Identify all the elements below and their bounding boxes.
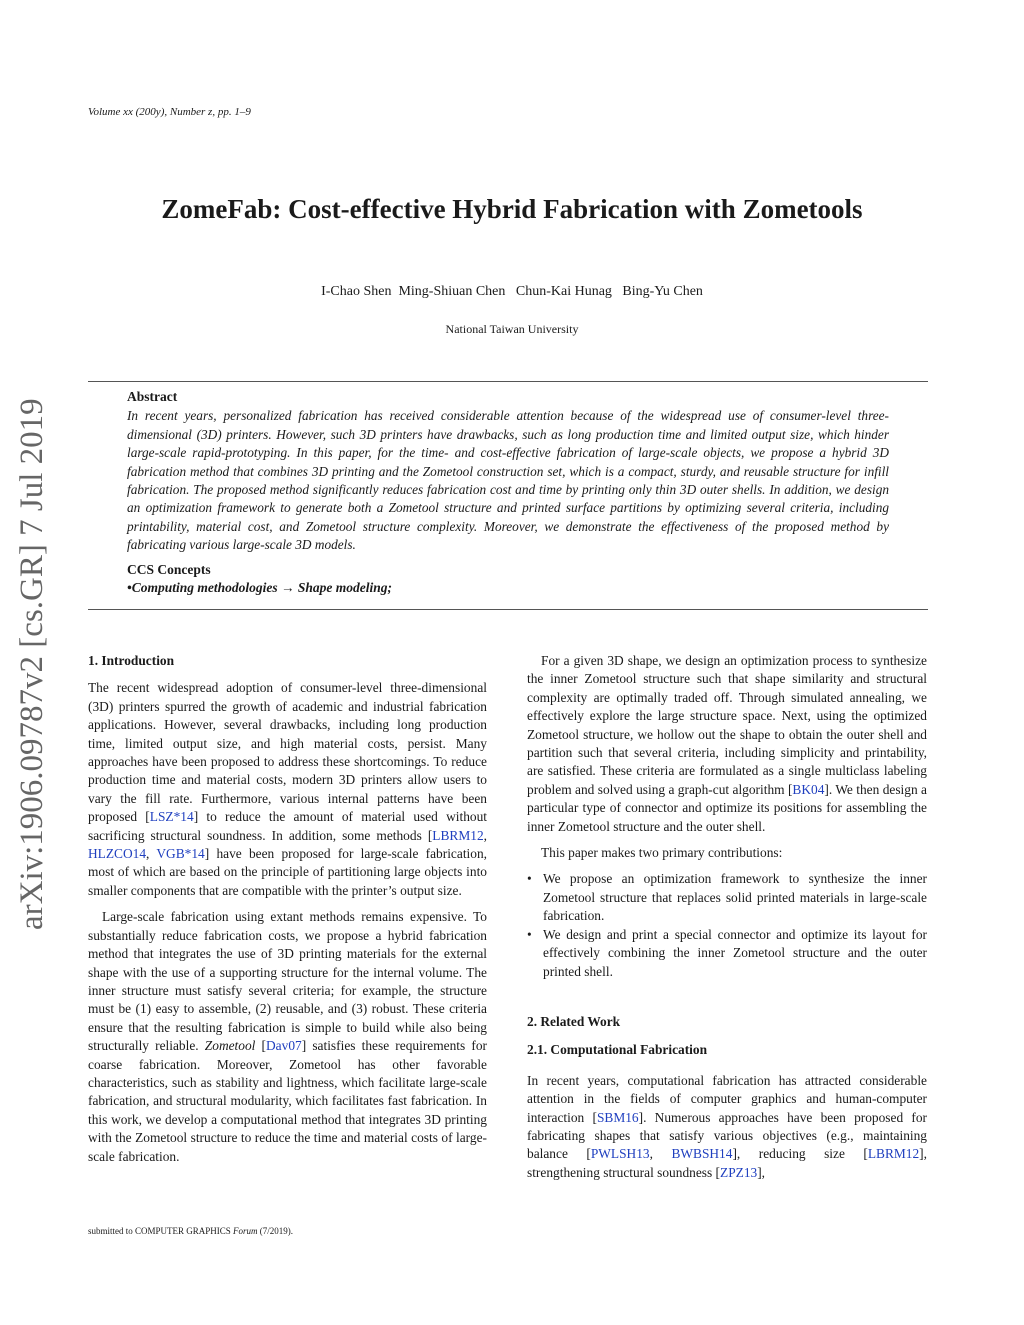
citation-link[interactable]: LSZ*14 <box>149 809 194 825</box>
ccs-heading: CCS Concepts <box>127 561 211 577</box>
ccs-concepts: •Computing methodologies → Shape modeling; <box>127 580 393 596</box>
abstract-bottom-rule <box>88 609 928 610</box>
citation-link[interactable]: Dav07 <box>266 1038 302 1054</box>
section-2-title: 2. Related Work <box>527 1013 621 1029</box>
citation-link[interactable]: LBRM12 <box>432 827 484 843</box>
abstract-text: In recent years, personalized fabrication has received considerable attention because of the widespread use of consumer-level three-dimensional (3D) printers. However, such 3D printers have drawbacks, such as long production time and limited output size, which hinder large-scale rapid-prototyping. In this paper, for the time- and cost-effective fabrication of large-scale objects, we propose a hybrid 3D fabrication method that combines 3D printing and the Zometool construction set, which is a compact, sturdy, and reusable structure for infill fabrication. The proposed method significantly reduces fabrication cost and time by printing only thin 3D outer shells. In addition, we design an optimization framework to generate both a Zometool structure and printed surface partitions by optimizing several criteria, including printability, material cost, and Zometool structure complexity. Moreover, we demonstrate the effectiveness of the proposed method by fabricating various large-scale 3D models. <box>127 408 889 553</box>
related-work-paragraph: In recent years, computational fabrication has attracted considerable attention in the fields of computer graphics and human-computer interaction [SBM16]. Numerous approaches have been proposed for fabricating shapes that satisfy various objectives (e.g., maintaining balance [PWLSH13, BWBSH14], reducing size [LBRM12], strengthening structural soundness [ZPZ13], <box>527 1072 927 1180</box>
list-item: • We propose an optimization framework to synthesize the inner Zometool structure that replaces solid printed materials in large-scale fabrication. <box>543 870 927 925</box>
paper-authors: I-Chao Shen Ming-Shiuan Chen Chun-Kai Hunag Bing-Yu Chen <box>321 284 703 299</box>
citation-link[interactable]: HLZCO14 <box>88 846 147 862</box>
list-item: • We design and print a special connector and optimize its layout for effectively combining the inner Zometool structure and the outer printed shell. <box>543 926 927 981</box>
arxiv-sidebar-stamp: arXiv:1906.09787v2 [cs.GR] 7 Jul 2019 <box>14 398 50 930</box>
contributions-intro: This paper makes two primary contributions: <box>541 845 783 861</box>
abstract-heading: Abstract <box>127 389 178 404</box>
section-1-title: 1. Introduction <box>88 653 175 668</box>
left-column <box>88 652 487 1174</box>
citation-link[interactable]: ZPZ13 <box>720 1164 758 1180</box>
right-column <box>527 652 927 1190</box>
journal-header: Volume xx (200y), Number z, pp. 1–9 <box>88 106 251 118</box>
abstract-top-rule <box>88 381 928 382</box>
citation-link[interactable]: LBRM12 <box>867 1146 920 1162</box>
citation-link[interactable]: SBM16 <box>596 1109 639 1125</box>
paper-title: ZomeFab: Cost-effective Hybrid Fabrication with Zometools <box>161 194 863 224</box>
paper-affiliation: National Taiwan University <box>445 322 579 336</box>
subsection-2-1-title: 2.1. Computational Fabrication <box>527 1042 708 1058</box>
intro-paragraph-3: For a given 3D shape, we design an optimization process to synthesize the inner Zometool structure such that shape similarity and structural complexity are optimally traded off. Through simulated annealing, we effectively explore the large structure space. Next, using the optimized Zometool structure, we hollow out the shape to obtain the outer shell and partition such that several criteria, including simplicity and printability, are satisfied. These criteria are formulated as a single multiclass labeling problem and solved using a graph-cut algorithm [BK04]. We then design a particular type of connector and optimize its positions for assembling the inner Zometool structure and the outer shell. <box>527 653 927 834</box>
page-footer: submitted to COMPUTER GRAPHICS Forum (7/2019). <box>88 1226 294 1236</box>
abstract-block <box>127 388 889 597</box>
citation-link[interactable]: BWBSH14 <box>671 1146 733 1162</box>
citation-link[interactable]: PWLSH13 <box>590 1146 650 1162</box>
contributions-list <box>527 870 927 980</box>
intro-paragraph-1: The recent widespread adoption of consumer-level three-dimensional (3D) printers spurred the growth of academic and industrial fabrication applications. However, several drawbacks, including long production time, limited output size, and high material costs, persist. Many approaches have been proposed to address these shortcomings. To reduce production time and material costs, modern 3D printers allow users to vary the fill rate. Furthermore, various internal patterns have been proposed [LSZ*14] to reduce the amount of material used without sacrificing structural soundness. In addition, some methods [LBRM12, HLZCO14, VGB*14] have been proposed for large-scale fabrication, most of which are based on the principle of partitioning large objects into smaller components that are compatible with the printer’s output size. <box>88 680 488 898</box>
intro-paragraph-2: Large-scale fabrication using extant methods remains expensive. To substantially reduce fabrication costs, we propose a hybrid fabrication method that integrates the use of 3D printing materials for the external shape with the use of a supporting structure for the internal volume. The inner structure must satisfy several criteria; for example, the structure must be (1) easy to assemble, (2) reusable, and (3) robust. These criteria ensure that the resulting fabrication is simple to build while also being structurally reliable. Zometool [Dav07] satisfies these requirements for coarse fabrication. Moreover, Zometool has other favorable characteristics, such as stability and lightness, which facilitate large-scale fabrication, and structural modularity, which facilitates fast fabrication. In this work, we develop a computational method that integrates 3D printing with the Zometool structure to reduce the time and material costs of large-scale fabrication. <box>88 909 487 1164</box>
citation-link[interactable]: BK04 <box>792 781 825 797</box>
citation-link[interactable]: VGB*14 <box>156 846 205 862</box>
